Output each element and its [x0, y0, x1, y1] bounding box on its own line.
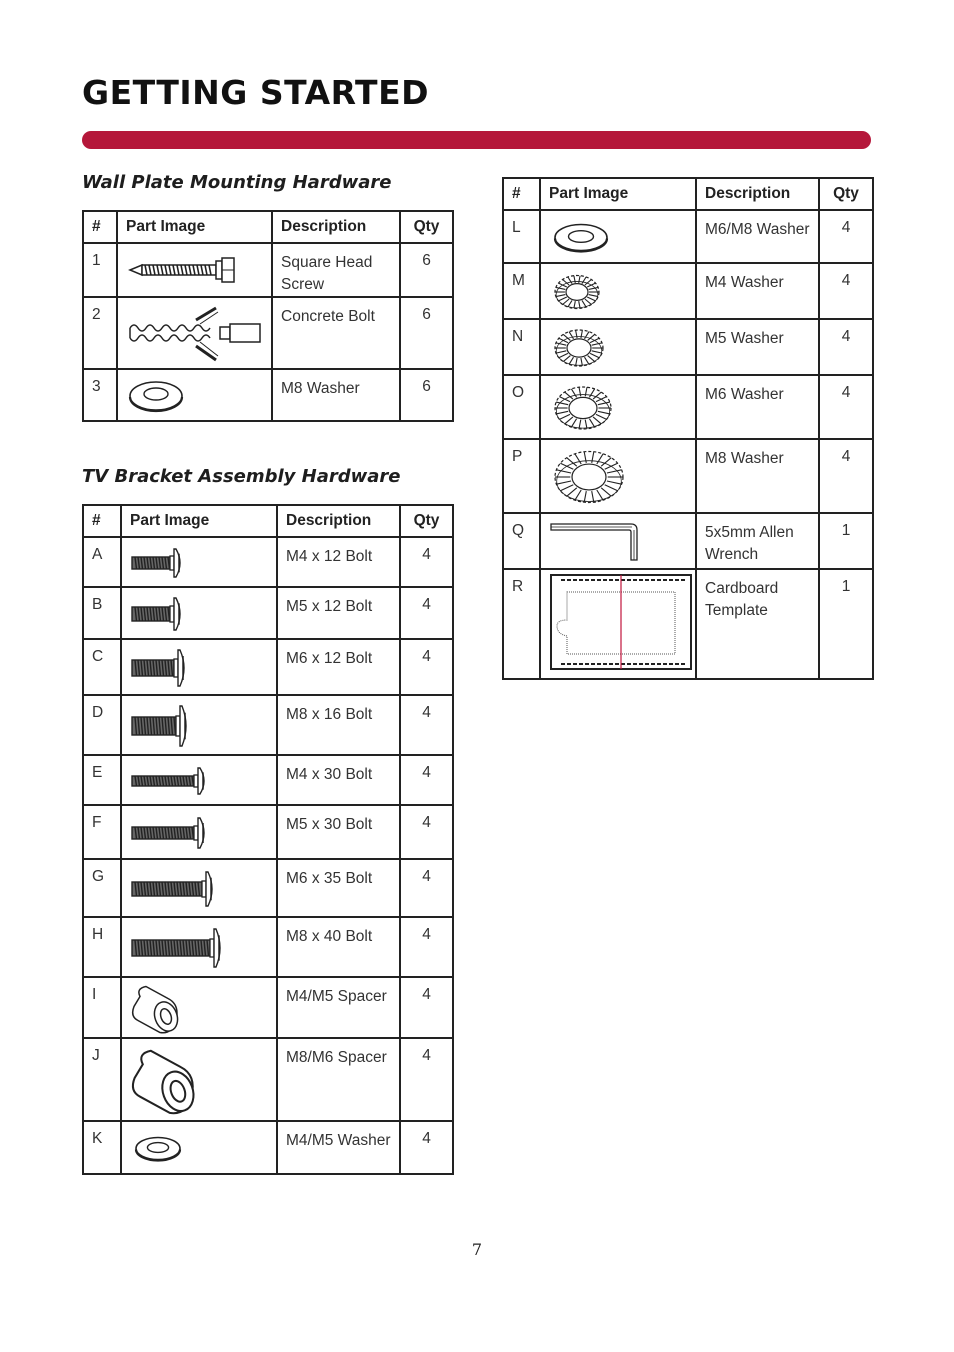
- table-row: [83, 695, 453, 755]
- table-row: [83, 755, 453, 805]
- table-row: [503, 513, 873, 569]
- part-qty: 6: [400, 369, 453, 421]
- tv-bracket-table: [82, 504, 454, 1175]
- part-id: C: [83, 639, 121, 695]
- part-qty: 4: [819, 210, 873, 263]
- lock-washer-icon: [541, 376, 697, 440]
- part-image-cell: [121, 1038, 277, 1121]
- part-description: M8 x 16 Bolt: [277, 695, 400, 755]
- part-id: A: [83, 537, 121, 587]
- col-header-number: #: [83, 505, 121, 537]
- part-qty: 4: [400, 695, 453, 755]
- part-qty: 6: [400, 243, 453, 297]
- part-qty: 4: [400, 639, 453, 695]
- part-id: I: [83, 977, 121, 1038]
- part-image-cell: [540, 513, 696, 569]
- part-description: M4/M5 Spacer: [277, 977, 400, 1038]
- part-image-cell: [540, 569, 696, 679]
- part-qty: 4: [400, 587, 453, 639]
- table-row: [83, 859, 453, 917]
- part-image-cell: [121, 805, 277, 859]
- table-row: [83, 243, 453, 297]
- part-id: F: [83, 805, 121, 859]
- part-image-cell: [121, 695, 277, 755]
- col-header-description: Description: [272, 211, 400, 243]
- part-id: B: [83, 587, 121, 639]
- part-qty: 4: [400, 805, 453, 859]
- col-header-qty: Qty: [400, 505, 453, 537]
- part-image-cell: [540, 263, 696, 319]
- col-header-number: #: [83, 211, 117, 243]
- part-image-cell: [121, 639, 277, 695]
- part-description: M8/M6 Spacer: [277, 1038, 400, 1121]
- part-image-cell: [121, 977, 277, 1038]
- table-header-row: [83, 211, 453, 243]
- spacer-icon: [122, 1039, 278, 1122]
- part-description: M4 Washer: [696, 263, 819, 319]
- part-description: M8 Washer: [696, 439, 819, 513]
- col-header-description: Description: [696, 178, 819, 210]
- allen-wrench-icon: [541, 514, 697, 570]
- part-image-cell: [540, 319, 696, 375]
- part-qty: 4: [400, 977, 453, 1038]
- part-description: M5 Washer: [696, 319, 819, 375]
- flat-washer-icon: [541, 211, 697, 264]
- part-qty: 1: [819, 569, 873, 679]
- part-description: M6 Washer: [696, 375, 819, 439]
- part-qty: 4: [400, 1121, 453, 1174]
- col-header-part-image: Part Image: [121, 505, 277, 537]
- part-description: M8 x 40 Bolt: [277, 917, 400, 977]
- part-qty: 4: [400, 537, 453, 587]
- part-image-cell: [121, 537, 277, 587]
- part-id: J: [83, 1038, 121, 1121]
- part-qty: 4: [400, 917, 453, 977]
- part-image-cell: [121, 917, 277, 977]
- part-qty: 4: [819, 439, 873, 513]
- tv-bracket-heading: TV Bracket Assembly Hardware: [82, 466, 401, 487]
- table-row: [83, 1038, 453, 1121]
- part-qty: 1: [819, 513, 873, 569]
- cardboard-template-icon: [541, 570, 697, 680]
- part-id: 2: [83, 297, 117, 369]
- bolt-icon: [122, 640, 278, 696]
- part-image-cell: [121, 1121, 277, 1174]
- part-id: 3: [83, 369, 117, 421]
- table-row: [83, 977, 453, 1038]
- table-row: [503, 439, 873, 513]
- table-row: [83, 587, 453, 639]
- page-title: GETTING STARTED: [82, 73, 430, 112]
- title-divider-bar: [82, 131, 871, 149]
- bolt-icon: [122, 918, 278, 978]
- bolt-icon: [122, 588, 278, 640]
- part-id: Q: [503, 513, 540, 569]
- part-id: H: [83, 917, 121, 977]
- part-image-cell: [117, 369, 272, 421]
- part-description: 5x5mm Allen Wrench: [696, 513, 819, 569]
- part-id: M: [503, 263, 540, 319]
- col-header-number: #: [503, 178, 540, 210]
- part-image-cell: [540, 210, 696, 263]
- part-description: M4 x 12 Bolt: [277, 537, 400, 587]
- part-id: L: [503, 210, 540, 263]
- part-image-cell: [121, 859, 277, 917]
- part-image-cell: [121, 755, 277, 805]
- part-description: M5 x 30 Bolt: [277, 805, 400, 859]
- table-row: [83, 639, 453, 695]
- part-description: Square Head Screw: [272, 243, 400, 297]
- part-image-cell: [540, 375, 696, 439]
- part-image-cell: [117, 297, 272, 369]
- part-image-cell: [117, 243, 272, 297]
- table-row: [503, 375, 873, 439]
- lock-washer-icon: [541, 320, 697, 376]
- bolt-icon: [122, 538, 278, 588]
- part-id: E: [83, 755, 121, 805]
- table-row: [503, 319, 873, 375]
- lock-washer-icon: [541, 440, 697, 514]
- part-description: M6/M8 Washer: [696, 210, 819, 263]
- square-head-screw-icon: [118, 244, 273, 298]
- page-number: 7: [471, 1240, 483, 1259]
- part-id: O: [503, 375, 540, 439]
- part-id: P: [503, 439, 540, 513]
- table-row: [503, 569, 873, 679]
- table-row: [83, 917, 453, 977]
- part-id: 1: [83, 243, 117, 297]
- table-row: [83, 1121, 453, 1174]
- wall-plate-heading: Wall Plate Mounting Hardware: [82, 172, 392, 193]
- wall-plate-table: [82, 210, 454, 422]
- flat-washer-icon: [122, 1122, 278, 1175]
- part-description: Concrete Bolt: [272, 297, 400, 369]
- table-row: [503, 210, 873, 263]
- part-description: M6 x 12 Bolt: [277, 639, 400, 695]
- table-header-row: [503, 178, 873, 210]
- concrete-bolt-icon: [118, 298, 273, 370]
- part-qty: 4: [819, 375, 873, 439]
- part-qty: 4: [400, 755, 453, 805]
- part-id: N: [503, 319, 540, 375]
- col-header-qty: Qty: [400, 211, 453, 243]
- part-qty: 6: [400, 297, 453, 369]
- part-description: M5 x 12 Bolt: [277, 587, 400, 639]
- table-row: [503, 263, 873, 319]
- extra-parts-table: [502, 177, 874, 680]
- part-description: M6 x 35 Bolt: [277, 859, 400, 917]
- col-header-description: Description: [277, 505, 400, 537]
- part-qty: 4: [819, 263, 873, 319]
- flat-washer-icon: [118, 370, 273, 422]
- table-row: [83, 369, 453, 421]
- bolt-icon: [122, 860, 278, 918]
- table-header-row: [83, 505, 453, 537]
- part-qty: 4: [400, 1038, 453, 1121]
- spacer-icon: [122, 978, 278, 1039]
- table-row: [83, 537, 453, 587]
- part-qty: 4: [819, 319, 873, 375]
- part-id: D: [83, 695, 121, 755]
- part-qty: 4: [400, 859, 453, 917]
- col-header-part-image: Part Image: [540, 178, 696, 210]
- bolt-icon: [122, 806, 278, 860]
- part-image-cell: [540, 439, 696, 513]
- lock-washer-icon: [541, 264, 697, 320]
- part-id: R: [503, 569, 540, 679]
- col-header-qty: Qty: [819, 178, 873, 210]
- bolt-icon: [122, 756, 278, 806]
- part-id: K: [83, 1121, 121, 1174]
- part-description: M4 x 30 Bolt: [277, 755, 400, 805]
- table-row: [83, 297, 453, 369]
- part-id: G: [83, 859, 121, 917]
- table-row: [83, 805, 453, 859]
- part-image-cell: [121, 587, 277, 639]
- bolt-icon: [122, 696, 278, 756]
- part-description: M4/M5 Washer: [277, 1121, 400, 1174]
- col-header-part-image: Part Image: [117, 211, 272, 243]
- part-description: M8 Washer: [272, 369, 400, 421]
- part-description: Cardboard Template: [696, 569, 819, 679]
